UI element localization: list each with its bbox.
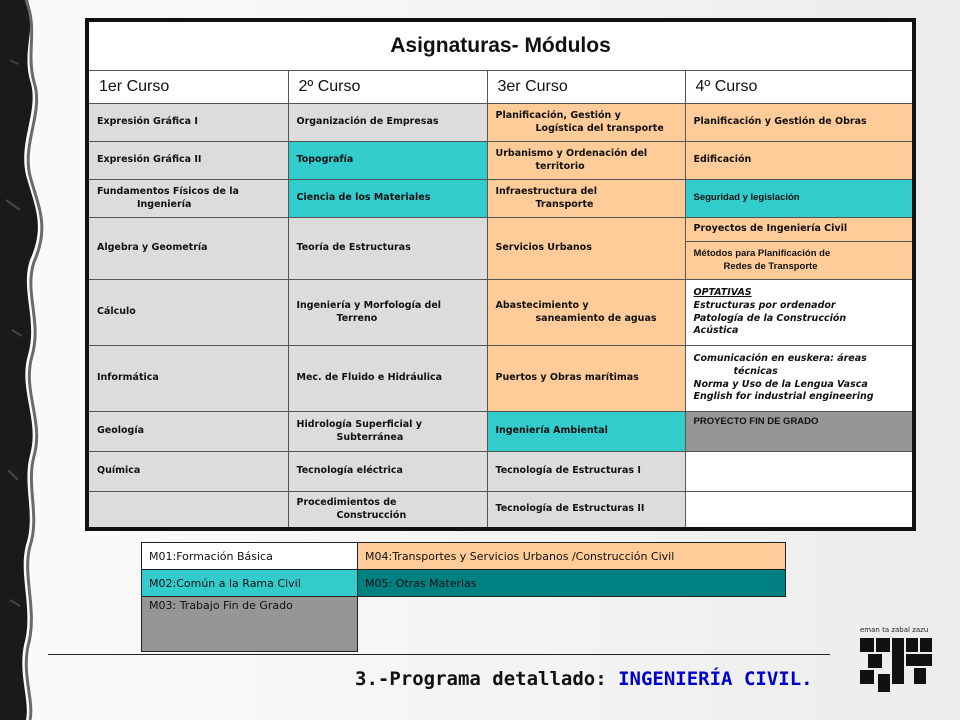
- subject-cell: Tecnología de Estructuras I: [487, 452, 685, 492]
- subject-cell: [685, 242, 914, 280]
- subject-line: Métodos para Planificación de: [693, 247, 831, 259]
- subject-cell: Teoría de Estructuras: [288, 218, 487, 280]
- legend-blank: [358, 597, 786, 652]
- subject-cell: Expresión Gráfica II: [87, 142, 288, 180]
- subject-cell: Mec. de Fluido e Hidráulica: [288, 346, 487, 412]
- subject-line: Procedimientos de: [296, 496, 397, 508]
- table-title: Asignaturas- Módulos: [87, 20, 914, 71]
- subject-line: Ingeniería y Morfología del: [296, 299, 442, 311]
- subject-cell: Servicios Urbanos: [487, 218, 685, 280]
- subjects-modules-table: [85, 18, 916, 531]
- subject-line: territorio: [535, 160, 585, 172]
- subject-cell: [288, 492, 487, 530]
- empty-cell: [685, 452, 914, 492]
- optativa-item: Patología de la Construcción: [693, 312, 847, 324]
- empty-cell: [685, 492, 914, 530]
- subject-line: Transporte: [535, 198, 594, 210]
- optativa-item: Comunicación en euskera: áreas: [693, 352, 867, 364]
- subject-line: Logística del transporte: [535, 122, 664, 134]
- subject-cell: [487, 142, 685, 180]
- subject-line: Urbanismo y Ordenación del: [495, 147, 648, 159]
- subject-cell: Proyectos de Ingeniería Civil: [685, 218, 914, 242]
- footer-highlight: INGENIERÍA CIVIL.: [618, 668, 813, 690]
- header-year-4: 4º Curso: [685, 71, 914, 104]
- subject-cell: [288, 280, 487, 346]
- university-logo-icon: [856, 620, 936, 700]
- subject-cell: [288, 412, 487, 452]
- proyecto-cell: PROYECTO FIN DE GRADO: [685, 412, 914, 452]
- subject-cell: Ingeniería Ambiental: [487, 412, 685, 452]
- optativa-item: técnicas: [733, 365, 778, 377]
- subject-line: Fundamentos Físicos de la: [97, 185, 239, 197]
- subject-cell: Cálculo: [87, 280, 288, 346]
- subject-line: Hidrología Superficial y: [296, 418, 422, 430]
- header-year-2: 2º Curso: [288, 71, 487, 104]
- optativa-item: English for industrial engineering: [693, 391, 874, 403]
- legend-m04: M04:Transportes y Servicios Urbanos /Construcción Civil: [358, 543, 786, 570]
- subject-cell: Planificación y Gestión de Obras: [685, 104, 914, 142]
- subject-cell: Geología: [87, 412, 288, 452]
- subject-line: Ingeniería: [137, 198, 192, 210]
- legend-m05: M05: Otras Materias: [358, 570, 786, 597]
- legend-m01: M01:Formación Básica: [142, 543, 358, 570]
- subject-cell: Tecnología de Estructuras II: [487, 492, 685, 530]
- subject-cell: Ciencia de los Materiales: [288, 180, 487, 218]
- subject-cell: Tecnología eléctrica: [288, 452, 487, 492]
- optativa-item: Estructuras por ordenador: [693, 299, 836, 311]
- optativas-heading: OPTATIVAS: [693, 286, 752, 298]
- header-year-1: 1er Curso: [87, 71, 288, 104]
- subject-line: saneamiento de aguas: [535, 312, 657, 324]
- subject-cell: Química: [87, 452, 288, 492]
- subject-cell: [487, 180, 685, 218]
- subject-line: Planificación, Gestión y: [495, 109, 621, 121]
- module-legend: [141, 542, 786, 652]
- torn-paper-edge: [0, 0, 64, 720]
- subject-line: Abastecimiento y: [495, 299, 589, 311]
- subject-line: Construcción: [336, 509, 407, 521]
- subject-cell: Algebra y Geometría: [87, 218, 288, 280]
- legend-m02: M02:Común a la Rama Civil: [142, 570, 358, 597]
- subject-cell: Puertos y Obras marítimas: [487, 346, 685, 412]
- subject-cell: Edificación: [685, 142, 914, 180]
- subject-line: Subterránea: [336, 431, 404, 443]
- empty-cell: [87, 492, 288, 530]
- subject-cell: Expresión Gráfica I: [87, 104, 288, 142]
- header-year-3: 3er Curso: [487, 71, 685, 104]
- subject-cell: Informática: [87, 346, 288, 412]
- footer-prefix: 3.-Programa detallado:: [355, 668, 619, 690]
- subject-cell: Seguridad y legislación: [685, 180, 914, 218]
- legend-m03: M03: Trabajo Fin de Grado: [142, 597, 358, 652]
- subject-cell: Organización de Empresas: [288, 104, 487, 142]
- subject-cell: [487, 280, 685, 346]
- optativa-item: Acústica: [693, 325, 739, 337]
- subject-cell: [487, 104, 685, 142]
- optativa-item: Norma y Uso de la Lengua Vasca: [693, 378, 868, 390]
- footer-title: [355, 668, 813, 690]
- subject-line: Terreno: [336, 312, 378, 324]
- subject-cell: [87, 180, 288, 218]
- subject-line: Infraestructura del: [495, 185, 597, 197]
- optativas-cell: [685, 280, 914, 346]
- subject-cell: Topografía: [288, 142, 487, 180]
- optativas-cell: [685, 346, 914, 412]
- subject-line: Redes de Transporte: [723, 260, 818, 272]
- logo-motto: eman ta zabal zazu: [860, 626, 929, 634]
- footer-divider: [48, 654, 830, 655]
